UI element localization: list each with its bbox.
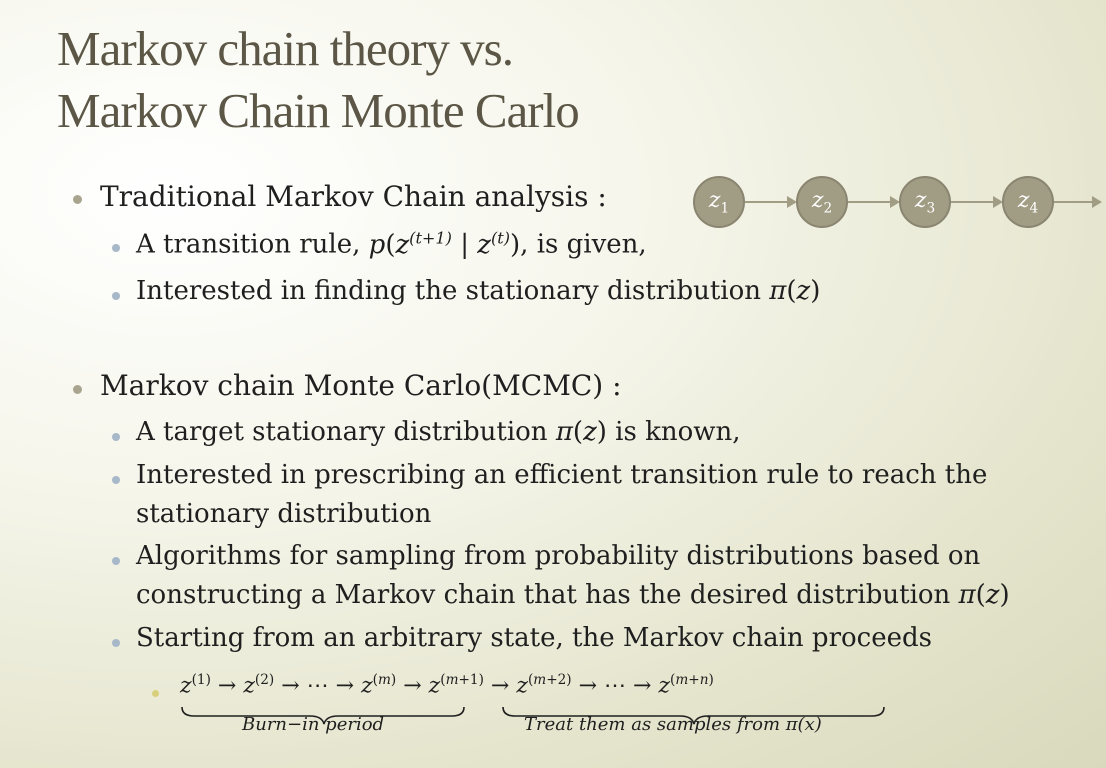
chain-node-z1: $z_1$ — [693, 176, 745, 228]
title-line-1: Markov chain theory vs. — [57, 21, 513, 76]
section2-heading: Markov chain Monte Carlo(MCMC) : — [100, 369, 622, 402]
section2-item3-line2: constructing a Markov chain that has the desired distribution π(z) — [136, 580, 1010, 610]
transition-rule-formula: $p(z^{(t+1)}$ | $z^{(t)}$) — [368, 228, 521, 260]
chain-node-z4: $z_4$ — [1002, 176, 1054, 228]
section1-heading: Traditional Markov Chain analysis : — [100, 180, 607, 213]
chain-node-z3: $z_3$ — [899, 176, 951, 228]
section1-item1: A transition rule, $p(z^{(t+1)}$ | $z^{(t)}$), is given, — [136, 228, 647, 260]
section2-item1: A target stationary distribution π(z) is known, — [136, 417, 741, 447]
stationary-distribution-formula: π(z) — [769, 276, 821, 306]
samples-label: Treat them as samples from π(x) — [524, 714, 822, 735]
chain-sequence-formula: $z^{(1)} \to z^{(2)}$ → ⋯ → $z^{(m)} \to z^{(m+1)} \to z^{(m+2)}$ → ⋯ → $z^{(m+n)}$ — [180, 672, 714, 699]
section2-item3-line1: Algorithms for sampling from probability distributions based on — [136, 541, 981, 571]
section2-item4: Starting from an arbitrary state, the Markov chain proceeds — [136, 623, 932, 653]
section2-item2-line1: Interested in prescribing an efficient transition rule to reach the — [136, 460, 988, 490]
section2-item2-line2: stationary distribution — [136, 499, 432, 529]
section1-item2: Interested in finding the stationary distribution π(z) — [136, 276, 821, 306]
title-line-2: Markov Chain Monte Carlo — [57, 83, 579, 138]
chain-node-z2: $z_2$ — [796, 176, 848, 228]
burn-in-label: Burn−in period — [242, 714, 385, 735]
